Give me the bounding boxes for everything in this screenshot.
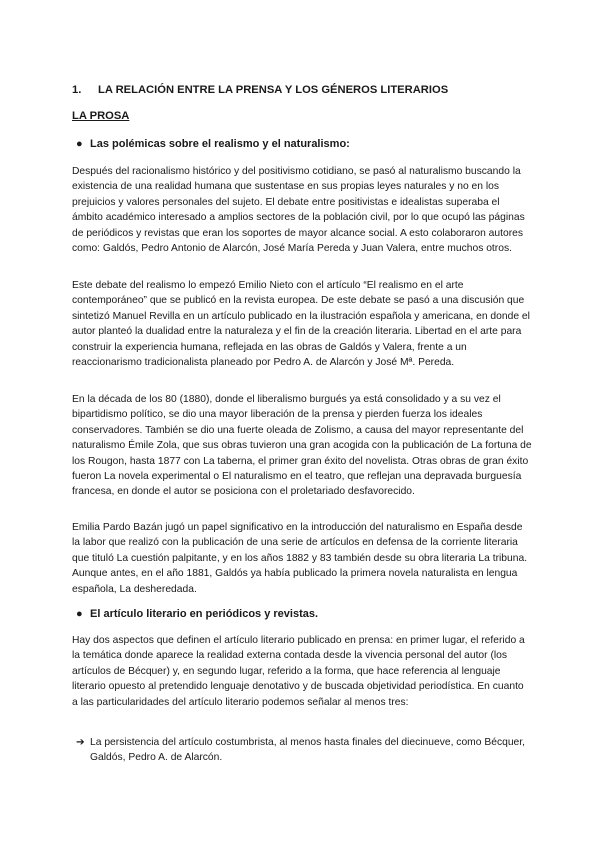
bullet-heading-realism [72,138,350,150]
section-heading [72,84,448,96]
section-number: 1. [72,84,82,96]
list-item-text: La persistencia del artículo costumbrista, al menos hasta finales del diecinueve, como Bécquer, Galdós, Pedro A. de Alarcón. [90,737,525,764]
section-title: LA RELACIÓN ENTRE LA PRENSA Y LOS GÉNEROS LITERARIOS [98,84,449,96]
bullet-heading-text: El artículo literario en periódicos y revistas. [90,608,319,620]
subsection-title: LA PROSA [72,110,130,122]
paragraph: Este debate del realismo lo empezó Emilio Nieto con el artículo “El realismo en el arte contemporáneo” que se publicó en la revista europea. De este debate se pasó a una discusión que sintetizó Manuel Revilla en un artículo publicado en la ilustración española y americana, en donde el autor planteó la dualidad entre la naturaleza y el fin de la creación literaria. Libertad en el arte para construir la experiencia humana, reflejada en las obras de Galdós y Valera, frente a un reaccionarismo tradicionalista planeado por Pedro A. de Alarcón y José Mª. Pereda. [72,280,530,369]
bullet-dot-icon: ● [76,608,83,620]
arrow-right-icon: ➔ [76,737,85,748]
paragraph: Emilia Pardo Bazán jugó un papel significativo en la introducción del naturalismo en España desde la labor que realizó con la publicación de una serie de artículos en defensa de la corriente literaria que tituló La cuestión palpitante, y en los años 1882 y 83 también desde su obra literaria La tribuna. Aunque antes, en el año 1881, Galdós ya había publicado la primera novela naturalista en lengua española, La desheredada. [72,522,528,595]
list-item [72,735,532,766]
bullet-heading-text: Las polémicas sobre el realismo y el naturalismo: [90,138,350,150]
bullet-heading-article [72,608,318,620]
paragraph: En la década de los 80 (1880), donde el liberalismo burgués ya está consolidado y a su vez el bipartidismo político, se dio una mayor liberación de la prensa y pierden fuerza los ideales conservadores. También se dio una fuerte oleada de Zolismo, a causa del mayor representante del naturalismo Émile Zola, que sus obras tuvieron una gran acogida con la publicación de La fortuna de los Rougon, hasta 1877 con La taberna, el primer gran éxito del novelista. Otras obras de gran éxito fueron La novela experimental o El naturalismo en el teatro, que reflejan una depravada burguesía francesa, en donde el autor se posiciona con el proletariado desfavorecido. [72,394,532,498]
paragraph: Hay dos aspectos que definen el artículo literario publicado en prensa: en primer lugar, el referido a la temática donde aparece la realidad externa contada desde la vivencia personal del autor (los artículos de Bécquer) y, en segundo lugar, referido a la forma, que hace referencia al lenguaje literario opuesto al pretendido lenguaje denotativo y de buscada objetividad periodística. En cuanto a las particularidades del artículo literario podemos señalar al menos tres: [72,635,525,708]
paragraph: Después del racionalismo histórico y del positivismo cotidiano, se pasó al naturalismo buscando la existencia de una realidad humana que sustentase en sus propias leyes naturales y no en los prejuicios y valores personales del sujeto. El debate entre positivistas e idealistas superaba el ámbito académico interesado a amplios sectores de la población civil, por lo que ocupó las páginas de periódicos y revistas que eran los soportes de mayor alcance social. A esto colaboraron autores como: Galdós, Pedro Antonio de Alarcón, José María Pereda y Juan Valera, entre muchos otros. [72,166,525,255]
bullet-dot-icon: ● [76,138,83,150]
